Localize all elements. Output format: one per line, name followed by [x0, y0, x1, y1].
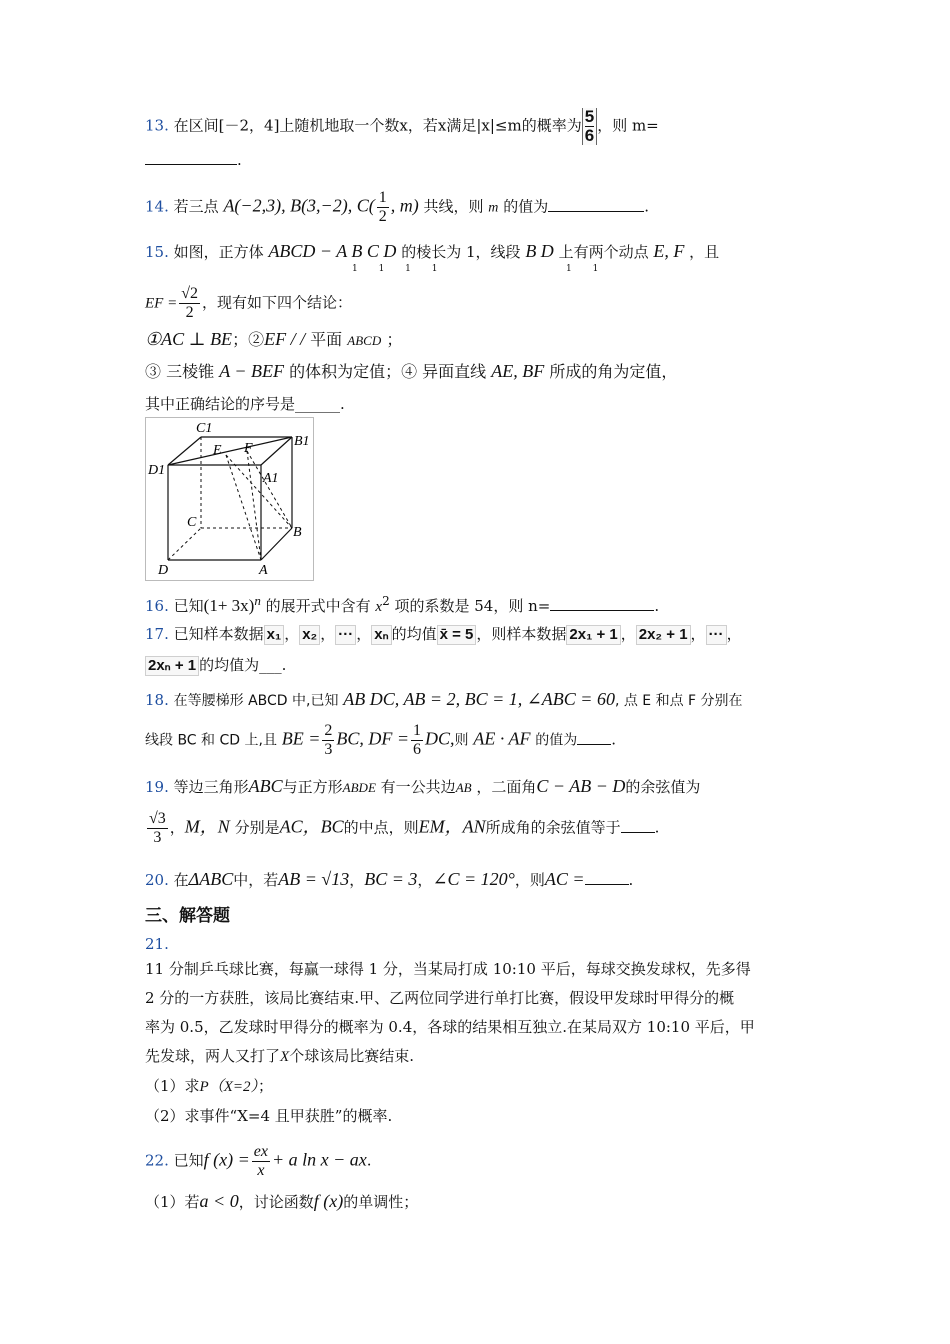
- cube-subscripts: 1 1 1 1: [352, 264, 447, 274]
- question-15-conclusions-b: ③ 三棱锥 A − BEF 的体积为定值；④ 异面直线 AE, BF 所成的角为定值，: [145, 361, 678, 381]
- cube-diagram: [146, 418, 313, 580]
- math-expr: (1+ 3x): [203, 596, 255, 615]
- question-number: 14.: [145, 197, 169, 216]
- answer-blank: [577, 728, 611, 745]
- question-15-ef: [145, 285, 352, 322]
- question-text: 在区间[－2，4]上随机地取一个数x，若x满足|x|≤m的概率为: [173, 116, 582, 135]
- question-number: 13.: [145, 116, 169, 135]
- fraction: $\frac{√2}{2}$: [181, 285, 198, 321]
- question-number: 18.: [145, 691, 169, 709]
- question-text: ，则 m=: [597, 116, 659, 135]
- question-19: 19. 等边三角形ABC与正方形ABDE 有一公共边AB ，二面角C − AB − D的余弦值为: [145, 776, 701, 796]
- question-text: 上有两个动点: [558, 243, 649, 261]
- paragraph-line: 率为 0.5，乙发球时甲得分的概率为 0.4，各球的结果相互独立.在某局双方 10:10 平后，甲: [145, 1018, 755, 1036]
- question-number: 17.: [145, 625, 169, 643]
- math-var: m: [488, 200, 499, 216]
- fraction: $\frac{1}{6}$: [413, 722, 422, 758]
- math-points: E, F: [653, 241, 685, 261]
- segment-subscripts: 1 1: [566, 264, 608, 274]
- question-21-body: [145, 955, 805, 1131]
- math-dot-product: AE · AF: [473, 728, 531, 749]
- math-image: ···: [335, 625, 356, 645]
- question-text: 若三点: [173, 197, 219, 216]
- question-text: 已知: [173, 1151, 204, 1170]
- question-text: 如图，正方体: [173, 243, 264, 261]
- question-text: 共线，则: [423, 197, 484, 216]
- question-22: 22. 已知f (x) = $\frac{ex}{x}$ + a ln x − ax.: [145, 1143, 372, 1179]
- fraction: $\frac{√3}{3}$: [149, 810, 166, 846]
- fraction: $\frac{1}{2}$: [378, 189, 387, 225]
- question-text: ，现有如下四个结论：: [201, 293, 352, 312]
- figure-label: C1: [196, 421, 213, 436]
- question-text: 的均值为___.: [199, 656, 287, 674]
- question-16: 16. 已知$(1+ 3x)^n$ 的展开式中含有 $x^2$ 项的系数是 54，则 n= .: [145, 593, 660, 615]
- math-segment: B D: [525, 241, 554, 261]
- cube-figure: [145, 417, 314, 581]
- math-image: xₙ: [371, 625, 391, 645]
- math-conditions: , AB = 2, BC = 1, ∠ABC = 60: [394, 689, 615, 709]
- figure-label: A1: [263, 471, 279, 486]
- figure-label: D: [158, 563, 169, 578]
- math-image: x₂: [299, 625, 320, 645]
- conclusion-3: ③ 三棱锥: [145, 362, 215, 381]
- conclusion-1: ①AC ⊥ BE: [145, 329, 233, 349]
- math-image: 2x₂ + 1: [636, 625, 691, 645]
- math-points-end: , m): [390, 195, 419, 216]
- conclusion-2: EF / /: [264, 329, 306, 349]
- math-points: A(−2,3), B(3,−2), C(: [223, 195, 375, 216]
- question-number: 22.: [145, 1151, 169, 1170]
- figure-label: F: [244, 441, 253, 456]
- question-19-cont: $\frac{√3}{3}$ ，M，N 分别是AC，BC的中点，则EM，AN所成角的余弦值等于 .: [149, 810, 660, 846]
- sub-question-2: （2）求事件“X=4 且甲获胜”的概率.: [145, 1107, 393, 1125]
- figure-label: C: [187, 515, 197, 530]
- figure-label: A: [259, 563, 268, 578]
- question-text: 已知样本数据: [173, 625, 264, 643]
- question-text: 等边三角形: [173, 778, 249, 796]
- answer-blank: [145, 148, 237, 165]
- math-image: x₁: [264, 625, 285, 645]
- math-cube: ABCD − A B C D: [268, 241, 397, 261]
- figure-label: B: [293, 525, 302, 540]
- answer-line-13: .: [145, 148, 242, 171]
- fraction: $\frac{2}{3}$: [324, 722, 333, 758]
- question-20: 20. 在ΔABC中，若AB = √13，BC = 3，∠C = 120°，则AC = .: [145, 869, 634, 889]
- math-parallel: AB DC: [343, 689, 395, 709]
- conclusion-4: AE, BF: [491, 361, 545, 381]
- question-number: 19.: [145, 778, 169, 796]
- question-13: [145, 108, 659, 145]
- question-18-cont: 线段 BC 和 CD 上,且 BE = $\frac{2}{3}$ BC, DF = $\frac{1}{6}$ DC,则 AE · AF 的值为 .: [145, 722, 617, 758]
- fraction-image: $\frac{5}{6}$: [582, 108, 597, 145]
- question-text: 的值为: [503, 197, 549, 216]
- answer-blank: [548, 195, 644, 212]
- math-dihedral: C − AB − D: [536, 776, 626, 796]
- question-15-ask: 其中正确结论的序号是______.: [145, 395, 345, 413]
- question-18: 18. 在等腰梯形 ABCD 中,已知 AB DC, AB = 2, BC = 1, ∠ABC = 60, 点 E 和点 F 分别在: [145, 689, 743, 709]
- figure-label: E: [213, 443, 222, 458]
- paragraph-line: 2 分的一方获胜，该局比赛结束.甲、乙两位同学进行单打比赛，假设甲发球时甲得分的概: [145, 989, 735, 1007]
- question-number-21: [145, 933, 169, 955]
- question-text: 在: [173, 871, 189, 889]
- figure-label: D1: [148, 463, 166, 478]
- question-text: 在等腰梯形 ABCD 中,已知: [173, 693, 339, 709]
- answer-blank: [621, 816, 655, 833]
- section-heading: 三、解答题: [145, 906, 230, 926]
- question-text: ，且: [689, 243, 720, 261]
- math-image: ···: [706, 625, 727, 645]
- math-ef: EF =: [145, 295, 178, 312]
- math-image: 2xₙ + 1: [145, 656, 199, 676]
- math-image: x̄ = 5: [437, 625, 477, 645]
- question-text: 已知: [173, 597, 204, 615]
- question-text: 的棱长为 1，线段: [401, 243, 521, 261]
- question-text: 项的系数是 54，则 n=: [394, 597, 551, 615]
- question-number: 15.: [145, 243, 169, 261]
- answer-blank: [550, 594, 654, 611]
- question-number: 21.: [145, 935, 169, 953]
- answer-blank: [585, 868, 629, 885]
- question-number: 16.: [145, 597, 169, 615]
- question-text: 线段 BC 和 CD 上,且: [145, 732, 277, 749]
- sub-question-1: （1）求P（X=2）；: [145, 1077, 274, 1095]
- question-15-conclusions-a: ①AC ⊥ BE；②EF / / 平面 ABCD ；: [145, 329, 403, 349]
- question-text: 的展开式中含有: [265, 597, 371, 615]
- fraction: $\frac{ex}{x}$: [253, 1143, 268, 1179]
- paragraph-line: 11 分制乒乓球比赛，每赢一球得 1 分，当某局打成 10:10 平后，每球交换发球权，先多得: [145, 960, 751, 978]
- figure-label: B1: [294, 434, 310, 449]
- question-17: 17. 已知样本数据 x₁ ， x₂ ， ··· ， xₙ 的均值 x̄ = 5 ，则样本数据 2x₁ + 1 ， 2x₂ + 1 ， ··· ，: [145, 625, 742, 643]
- question-14: 14. 若三点 A(−2,3), B(3,−2), C( $\frac{1}{2}$ , m) 共线，则 m 的值为 .: [145, 189, 649, 225]
- question-number: 20.: [145, 871, 169, 889]
- math-image: 2x₁ + 1: [566, 625, 620, 645]
- question-17-cont: [145, 654, 286, 676]
- question-22-sub-1: （1）若a < 0，讨论函数f (x)的单调性；: [145, 1191, 419, 1211]
- paragraph-line: 先发球，两人又打了X个球该局比赛结束.: [145, 1047, 414, 1065]
